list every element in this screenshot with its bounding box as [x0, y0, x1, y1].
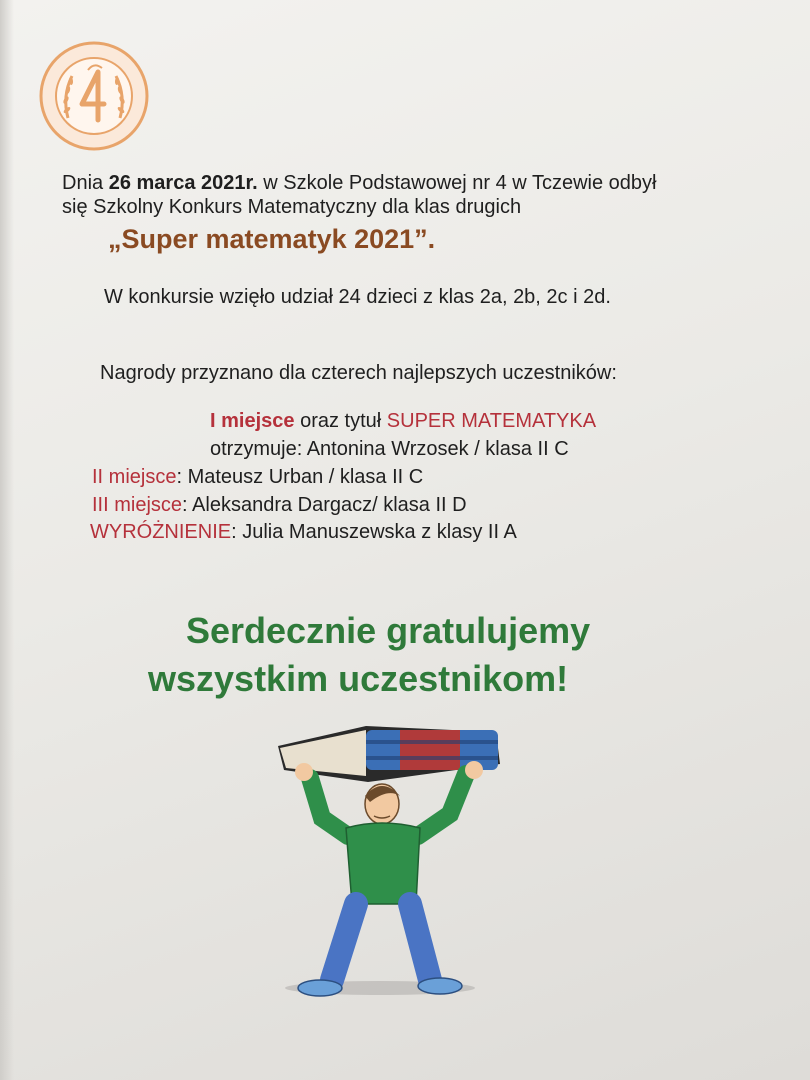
distinction-line — [90, 521, 517, 544]
intro-text-school: w Szkole Podstawowej nr 4 w Tczewie odbył — [257, 172, 657, 194]
contest-title: „Super matematyk 2021”. — [108, 224, 436, 254]
distinction-label: WYRÓŻNIENIE — [90, 521, 232, 543]
first-place-mid: oraz tytuł — [294, 410, 387, 432]
boy-lifting-book-icon — [270, 718, 520, 1008]
school-logo-icon — [38, 40, 150, 152]
first-place-line — [210, 410, 596, 433]
second-place-label: II miejsce — [92, 466, 177, 488]
paper-edge-shadow — [0, 0, 14, 1080]
participants-line: W konkursie wzięło udział 24 dzieci z klas 2a, 2b, 2c i 2d. — [104, 286, 611, 308]
intro-line-2: się Szkolny Konkurs Matematyczny dla klas drugich — [62, 196, 522, 218]
distinction-winner: : Julia Manuszewska z klasy II A — [231, 521, 517, 543]
second-place-line — [92, 466, 423, 489]
contest-date-suffix: r. — [245, 172, 258, 194]
third-place-label: III miejsce — [92, 494, 183, 516]
third-place-line — [92, 494, 467, 517]
intro-line-1 — [62, 172, 656, 195]
first-place-label: I miejsce — [210, 410, 295, 432]
congratulations-line-2: wszystkim uczestnikom! — [148, 658, 569, 699]
prizes-intro: Nagrody przyznano dla czterech najlepszych uczestników: — [100, 362, 617, 384]
first-place-title: SUPER MATEMATYKA — [386, 410, 597, 432]
contest-date: 26 marca 2021 — [108, 172, 246, 194]
third-place-winner: : Aleksandra Dargacz/ klasa II D — [182, 494, 467, 516]
second-place-winner: : Mateusz Urban / klasa II C — [176, 466, 424, 488]
congratulations-line-1: Serdecznie gratulujemy — [186, 610, 591, 651]
first-place-winner: otrzymuje: Antonina Wrzosek / klasa II C — [210, 438, 569, 460]
intro-text: Dnia — [62, 172, 109, 194]
